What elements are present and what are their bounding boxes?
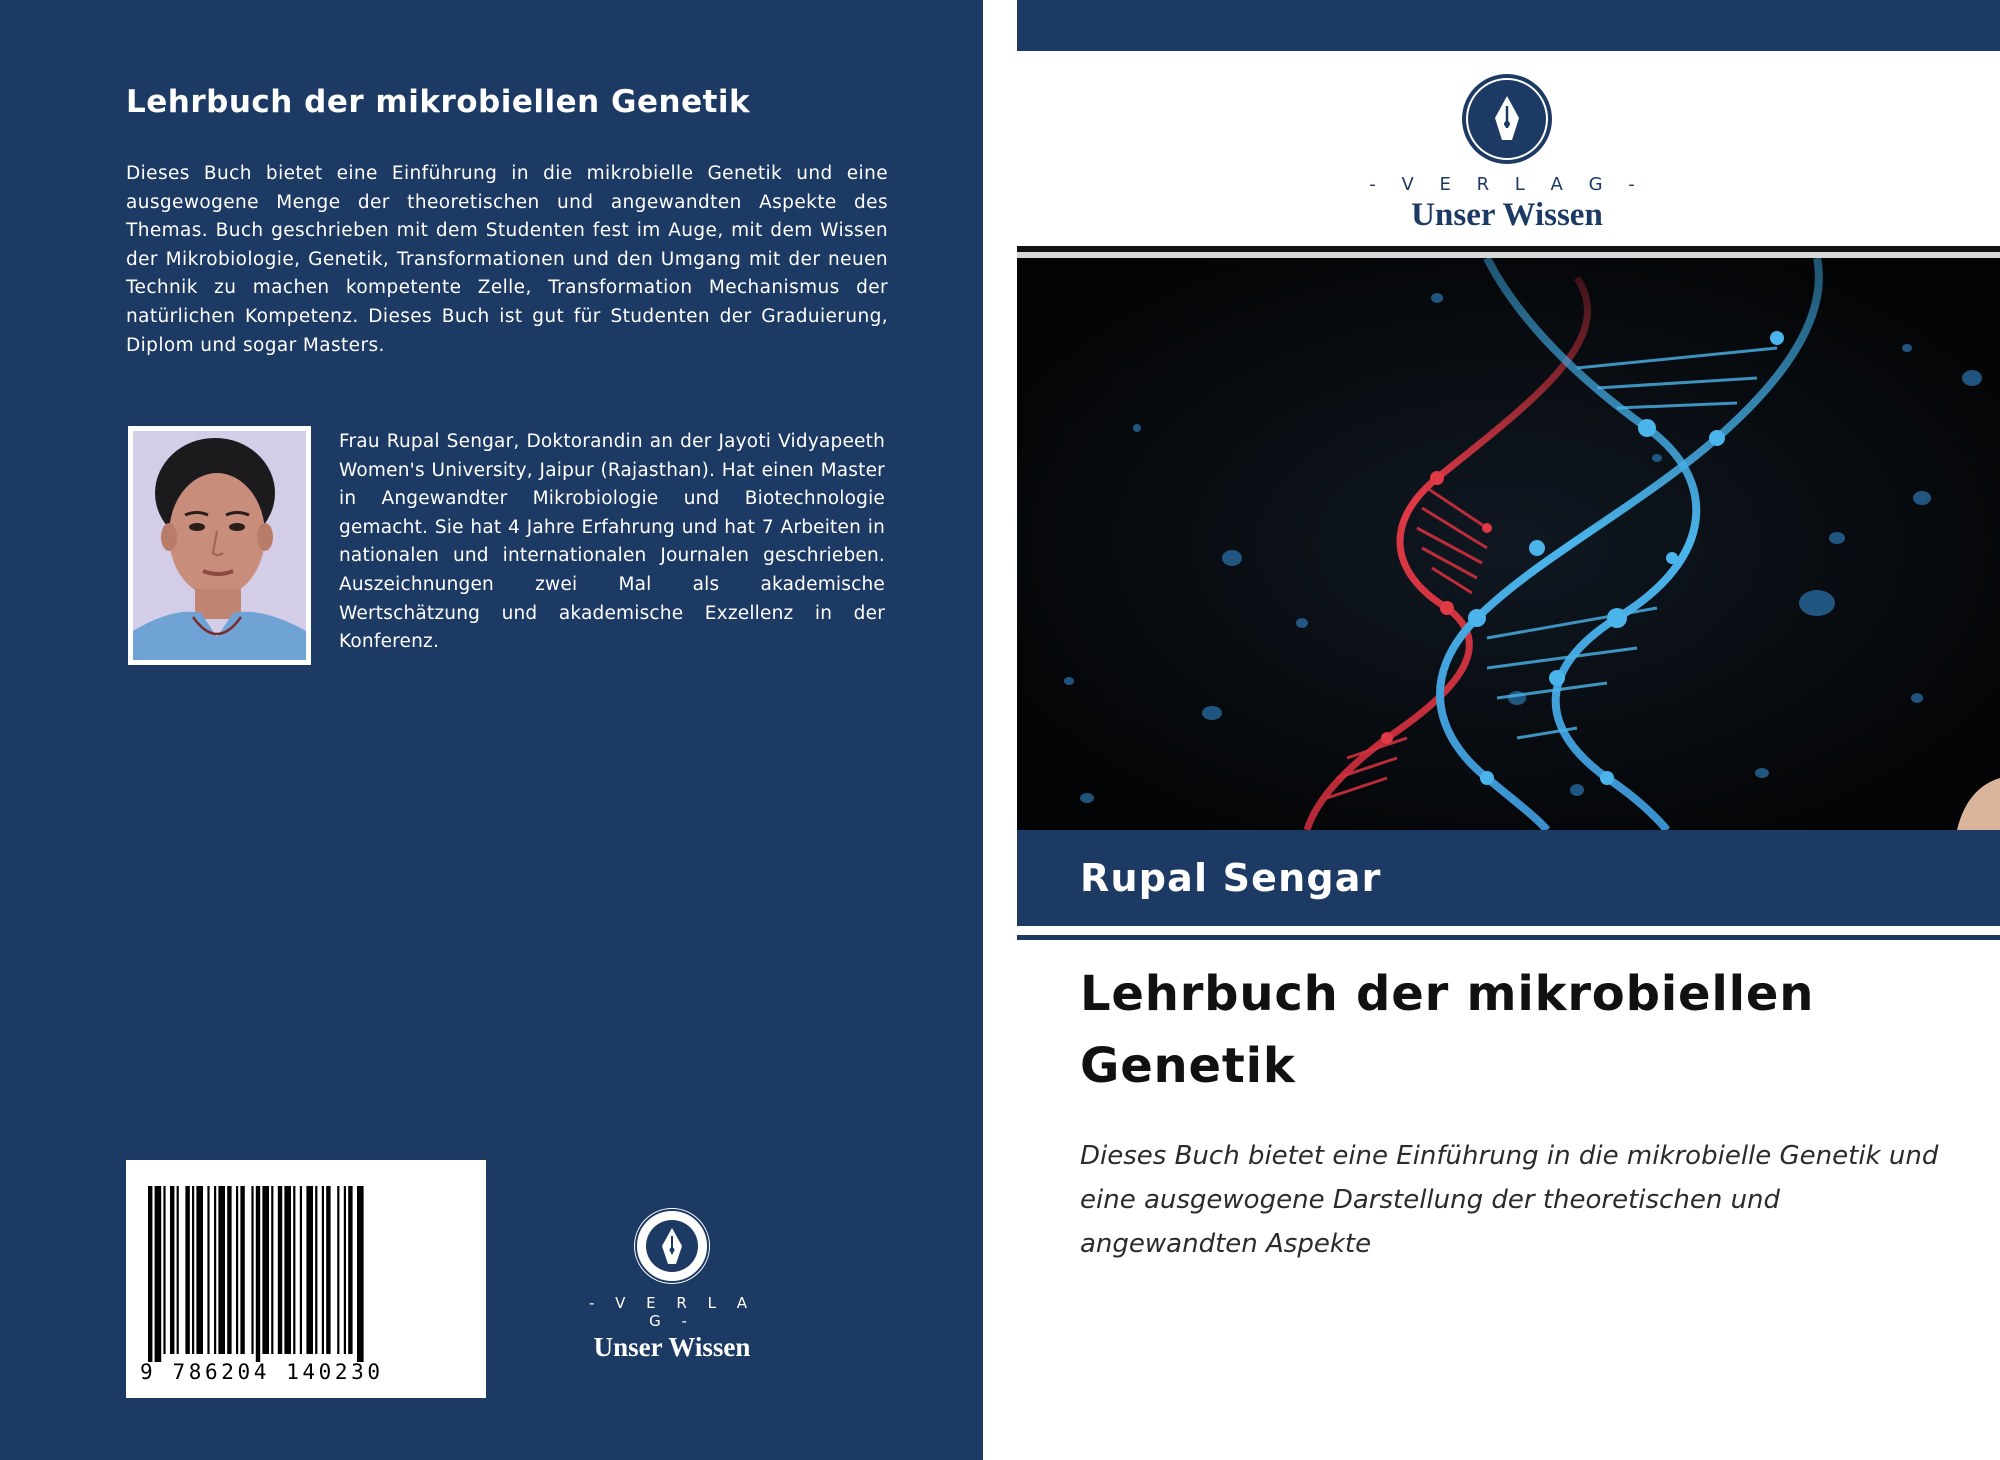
front-cover [1017, 0, 2000, 1460]
back-logo-verlag: - V E R L A G - [588, 1294, 756, 1330]
front-title: Lehrbuch der mikrobiellen Genetik [1080, 966, 1815, 1094]
author-band [1017, 830, 2000, 926]
back-cover-title: Lehrbuch der mikrobiellen Genetik [126, 84, 751, 120]
fountain-pen-nib-icon [1460, 72, 1554, 166]
dna-helix-image [1017, 258, 2000, 830]
author-bio: Frau Rupal Sengar, Doktorandin an der Jayoti Vidyapeeth Women's University, Jaipur (Rajasthan). Hat einen Master in Angewandter Mikrobiologie und Biotechnologie gemacht. Sie hat 4 Jahre Erfahrung und hat 7 Arbeiten in nationalen und internationalen Journalen geschrieben. Auszeichnungen zwei Mal als akademische Wertschätzung und akademische Exzellenz in der Konferenz. [339, 431, 885, 653]
publisher-logo-icon [632, 1206, 712, 1286]
barcode [126, 1160, 486, 1398]
author-photo [128, 426, 311, 665]
front-logo-verlag: - V E R L A G - [1369, 174, 1645, 195]
back-logo-name: Unser Wissen [593, 1332, 751, 1362]
back-publisher-logo [582, 1206, 762, 1363]
front-logo-name: Unser Wissen [1411, 197, 1603, 233]
front-publisher-logo [1297, 72, 1717, 234]
back-cover [0, 0, 983, 1460]
divider-navy [1017, 935, 2000, 940]
spine-gap [983, 0, 1017, 1460]
front-top-bar [1017, 0, 2000, 51]
back-cover-blurb: Dieses Buch bietet eine Einführung in die mikrobielle Genetik und eine ausgewogene Menge der theoretischen und angewandten Aspekte des Themas. Buch geschrieben mit dem Studenten fest im Auge, mit dem Wissen der Mikrobiologie, Genetik, Transformationen und den Umgang mit der neuen Technik zu machen kompetente Zelle, Transformation Mechanismus der natürlichen Kompetenz. Dieses Buch ist gut für Studenten der Graduierung, Diplom und sogar Masters. [126, 163, 888, 356]
front-author-name: Rupal Sengar [1080, 856, 1382, 900]
front-subtitle: Dieses Buch bietet eine Einführung in die mikrobielle Genetik und eine ausgewogene Darstellung der theoretischen und angewandten Aspekte [1080, 1141, 1939, 1259]
barcode-digits: 9 786204 140230 [140, 1360, 384, 1384]
